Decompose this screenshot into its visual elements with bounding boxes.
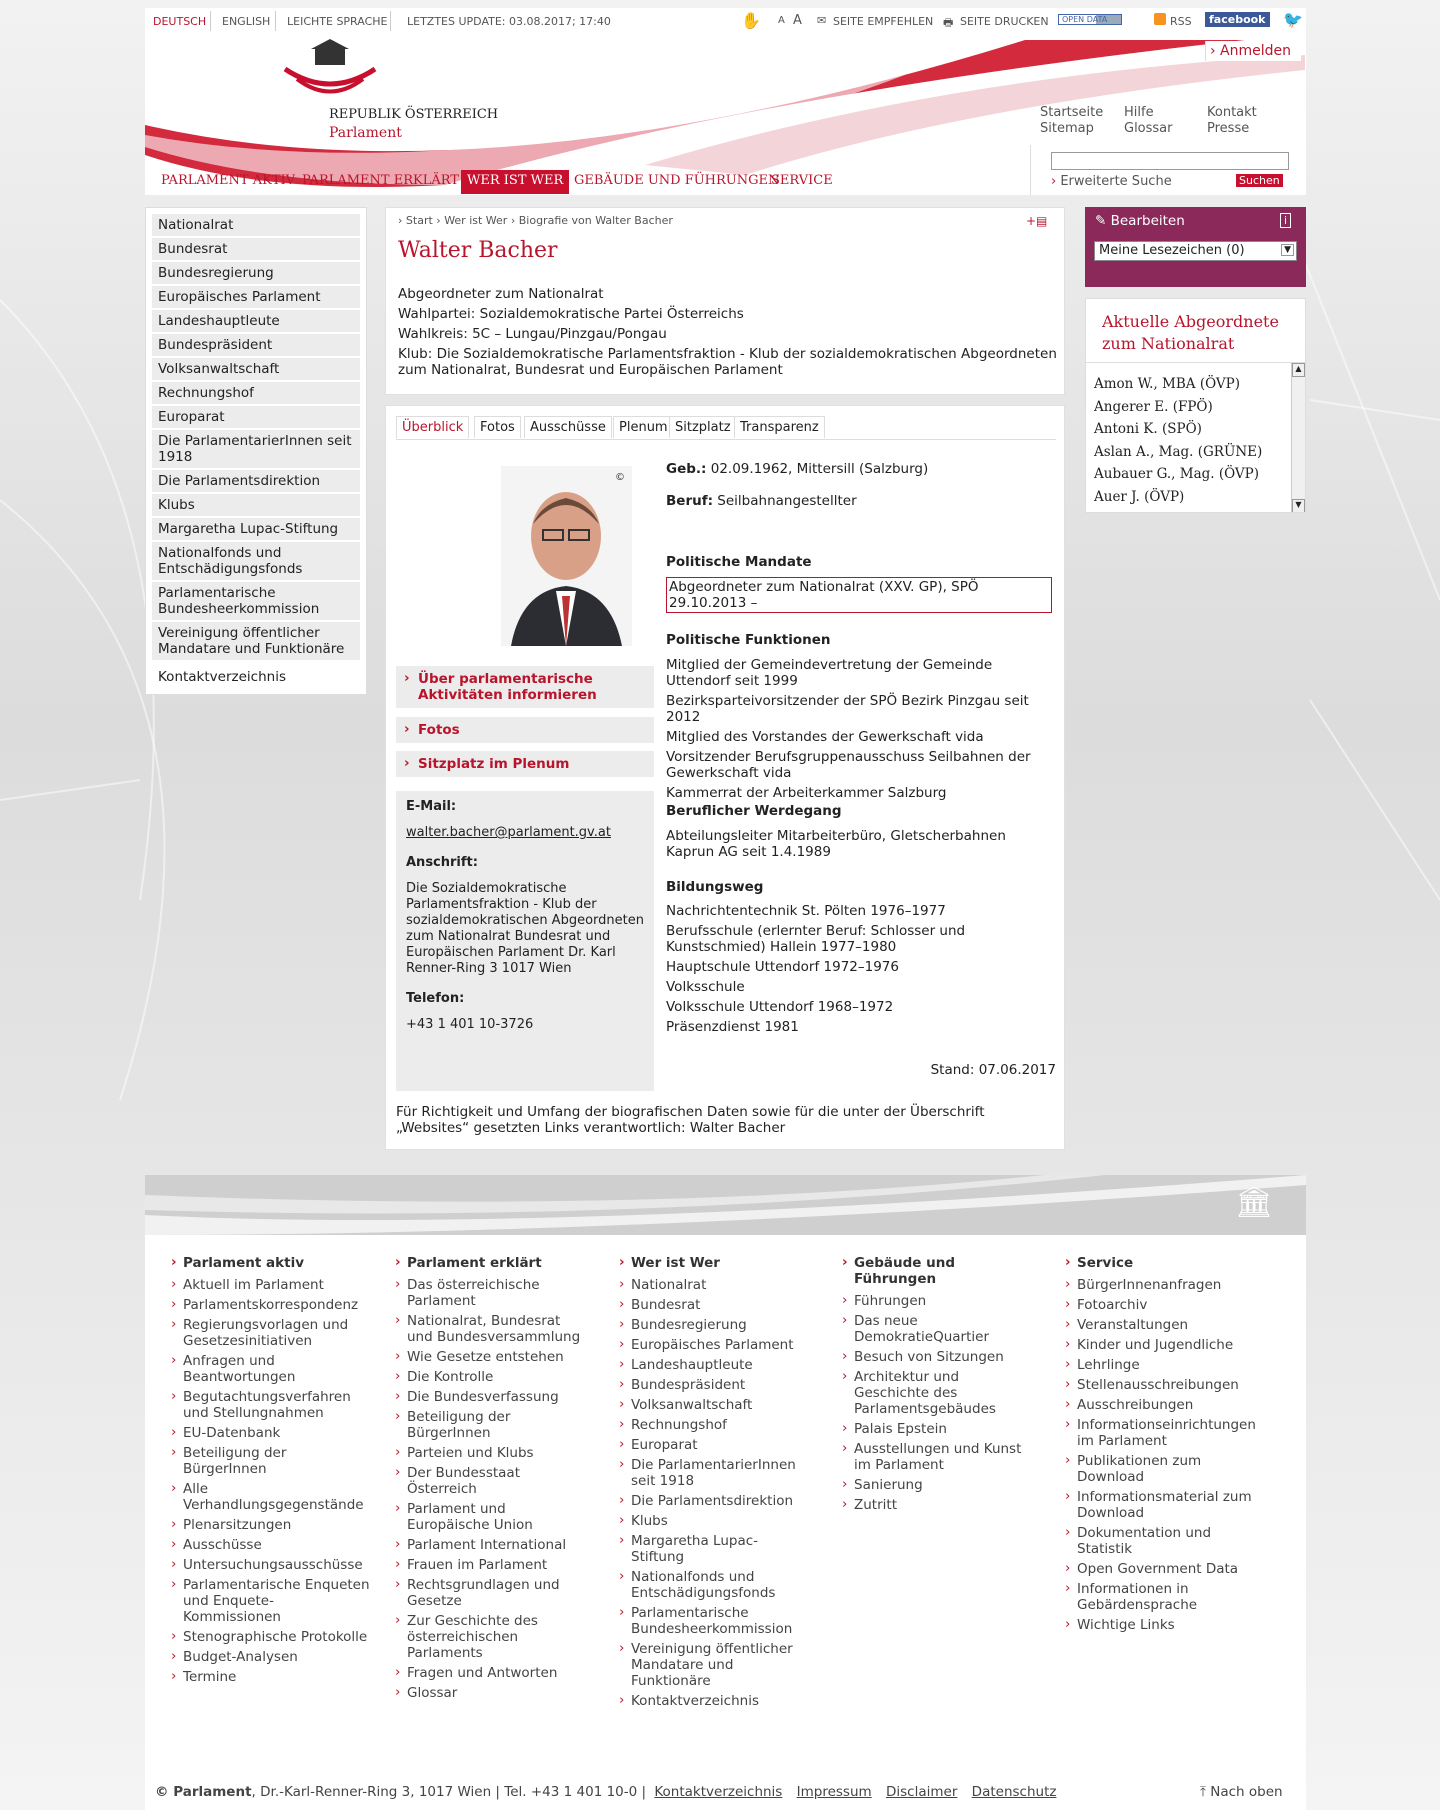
footer-col-service [1065,1255,1265,1637]
footer-link[interactable]: › Ausschreibungen [1065,1397,1265,1413]
footer-link-contacts[interactable]: Kontaktverzeichnis [654,1784,783,1800]
footer-link[interactable]: › Margaretha Lupac-Stiftung [619,1533,809,1565]
font-large-button[interactable]: A [793,13,802,28]
person-header-card [385,207,1065,395]
footer-link[interactable]: › Plenarsitzungen [171,1517,371,1533]
footer-link[interactable]: › Die ParlamentarierInnen seit 1918 [619,1457,809,1489]
republik-text: REPUBLIK ÖSTERREICH [329,107,499,122]
person-club: Klub: Die Sozialdemokratische Parlamentsfraktion - Klub der sozialdemokratischen Abgeordneten zum Nationalrat, Bundesrat und Europäischen Parlament [398,346,1057,378]
footer-link[interactable]: › Alle Verhandlungsgegenstände [171,1481,371,1513]
footer-link[interactable]: › Budget-Analysen [171,1649,371,1665]
leftnav-item[interactable]: Vereinigung öffentlicher Mandatare und Funktionäre [152,622,360,660]
footer-link[interactable]: › Sanierung [842,1477,1032,1493]
print-link[interactable]: SEITE DRUCKEN [960,15,1049,28]
link-sitzplatz[interactable]: › Sitzplatz im Plenum [396,751,654,777]
chevron-down-icon: ▼ [1281,244,1294,256]
copyright: © Parlament [155,1784,252,1800]
top-bar [145,8,1306,35]
leftnav-item[interactable]: Bundesrat [152,238,360,260]
footer-link[interactable]: › Lehrlinge [1065,1357,1265,1373]
footer-link[interactable]: › Publikationen zum Download [1065,1453,1265,1485]
tab-bar [396,416,1056,440]
footer-link[interactable]: › Der Bundesstaat Österreich [395,1465,585,1497]
recommend-link[interactable]: SEITE EMPFEHLEN [833,15,934,28]
leftnav-item[interactable]: Margaretha Lupac-Stiftung [152,518,360,540]
footer-bottom-bar [155,1784,1056,1800]
footer-link[interactable]: › Bundesrat [619,1297,809,1313]
search-button[interactable]: Suchen [1236,174,1283,187]
leftnav-item[interactable]: Parlamentarische Bundesheerkommission [152,582,360,620]
mandate-heading: Politische Mandate [666,554,812,570]
footer-link[interactable]: › Frauen im Parlament [395,1557,585,1573]
deputies-box [1085,298,1306,513]
footer-link[interactable]: › Klubs [619,1513,809,1529]
footer-col-aktiv [171,1255,371,1689]
education-heading: Bildungsweg [666,879,764,895]
footer-link[interactable]: › Kontaktverzeichnis [619,1693,809,1709]
birth-info: Geb.: 02.09.1962, Mittersill (Salzburg) [666,461,929,477]
deputy-item[interactable]: Aubauer G., Mag. (ÖVP) [1094,466,1260,482]
quicklink-contact[interactable]: Kontakt [1207,105,1257,120]
quicklink-glossary[interactable]: Glossar [1124,121,1173,136]
footer-link[interactable]: › Zutritt [842,1497,1032,1513]
deputy-item[interactable]: Antoni K. (SPÖ) [1094,421,1202,437]
footer-link[interactable]: › Besuch von Sitzungen [842,1349,1032,1365]
stand-date: Stand: 07.06.2017 [930,1062,1056,1078]
footer-link[interactable]: › Beteiligung der BürgerInnen [171,1445,371,1477]
footer-link[interactable]: › Nationalrat, Bundesrat und Bundesversammlung [395,1313,585,1345]
lang-de-link[interactable]: DEUTSCH [153,15,207,28]
education-item: Präsenzdienst 1981 [666,1019,799,1035]
svg-text:©: © [615,472,625,483]
footer-link[interactable]: › Bundesregierung [619,1317,809,1333]
footer-heading[interactable]: › Parlament aktiv [171,1255,371,1271]
footer-link[interactable]: › Nationalrat [619,1277,809,1293]
footer-link[interactable]: › Begutachtungsverfahren und Stellungnahmen [171,1389,371,1421]
footer-link[interactable]: › Parlament International [395,1537,585,1553]
edit-button[interactable]: ✎ Bearbeiten [1095,213,1185,229]
responsibility-note: Für Richtigkeit und Umfang der biografischen Daten sowie für die unter der Überschrift „Websites“ gesetzten Links verantwortlich: Walter Bacher [396,1104,985,1136]
leftnav-item[interactable]: Nationalrat [152,214,360,236]
envelope-icon: ✉ [817,14,827,27]
arrow-up-icon: ⤒ [1200,1784,1206,1800]
nav-gebaeude[interactable]: GEBÄUDE UND FÜHRUNGEN [574,173,780,188]
footer-link[interactable]: › Termine [171,1669,371,1685]
education-item: Hauptschule Uttendorf 1972–1976 [666,959,899,975]
footer-link[interactable]: › Bundespräsident [619,1377,809,1393]
footer-link[interactable]: › Zur Geschichte des österreichischen Parlaments [395,1613,585,1661]
printer-icon: 🖶 [943,16,954,29]
login-link[interactable]: › Anmelden [1205,41,1301,61]
footer-link[interactable]: › Anfragen und Beantwortungen [171,1353,371,1385]
footer-link[interactable]: › Das österreichische Parlament [395,1277,585,1309]
tab-sitzplatz[interactable]: Sitzplatz [669,416,737,438]
education-item: Volksschule [666,979,745,995]
footer-link[interactable]: › Parlament und Europäische Union [395,1501,585,1533]
breadcrumb-start[interactable]: Start [405,214,433,227]
footer-col-erklaert [395,1255,585,1705]
edit-box [1085,207,1306,287]
footer-link[interactable]: › Stenographische Protokolle [171,1629,371,1645]
left-navigation [145,207,367,695]
leftnav-item[interactable]: Landeshauptleute [152,310,360,332]
footer-col-wer [619,1255,809,1713]
person-name: Walter Bacher [398,238,558,263]
tab-ueberblick[interactable]: Überblick [396,416,469,438]
back-to-top-link[interactable]: ⤒ Nach oben [1200,1784,1283,1800]
person-party: Wahlpartei: Sozialdemokratische Partei Österreichs [398,306,744,322]
breadcrumb: › Start › Wer ist Wer › Biografie von Walter Bacher [398,214,673,227]
footer-heading[interactable]: › Service [1065,1255,1265,1271]
leftnav-item[interactable]: Europarat [152,406,360,428]
leftnav-item[interactable]: Volksanwaltschaft [152,358,360,380]
email-link[interactable]: walter.bacher@parlament.gv.at [406,825,611,840]
education-item: Volksschule Uttendorf 1968–1972 [666,999,894,1015]
leftnav-item[interactable]: Klubs [152,494,360,516]
function-item: Mitglied der Gemeindevertretung der Gemeinde Uttendorf seit 1999 [666,657,993,689]
education-item: Berufsschule (erlernter Beruf: Schlosser und Kunstschmied) Hallein 1977–1980 [666,923,966,955]
footer-link[interactable]: › Die Bundesverfassung [395,1389,585,1405]
person-detail-card [385,405,1065,1150]
nav-wer-ist-wer[interactable]: WER IST WER [461,170,569,194]
address-label: Anschrift: [406,855,478,870]
footer-link-impressum[interactable]: Impressum [796,1784,872,1800]
education-item: Nachrichtentechnik St. Pölten 1976–1977 [666,903,946,919]
search-input[interactable] [1051,152,1289,170]
footer-link[interactable]: › Informationsmaterial zum Download [1065,1489,1265,1521]
open-data-badge[interactable]: OPEN DATA [1058,14,1122,25]
leftnav-item[interactable]: Die Parlamentsdirektion [152,470,360,492]
footer-swoosh [145,1175,1306,1235]
job-info: Beruf: Seilbahnangestellter [666,493,857,509]
bookmark-add-icon[interactable]: +▤ [1026,214,1048,228]
footer-link[interactable]: › Beteiligung der BürgerInnen [395,1409,585,1441]
info-icon[interactable]: i [1280,213,1291,228]
tab-fotos[interactable]: Fotos [474,416,521,438]
deputy-item[interactable]: Amon W., MBA (ÖVP) [1094,376,1241,392]
deputy-item[interactable]: Auer J. (ÖVP) [1094,488,1185,505]
footer-heading[interactable]: › Wer ist Wer [619,1255,809,1271]
phone-text: +43 1 401 10-3726 [406,1017,534,1032]
facebook-link[interactable]: facebook [1205,12,1270,27]
footer-link-disclaimer[interactable]: Disclaimer [885,1784,958,1800]
search-area [1041,148,1297,190]
footer-link[interactable]: › Fragen und Antworten [395,1665,585,1681]
deputies-title: Aktuelle Abgeordnete zum Nationalrat [1102,312,1279,353]
function-item: Mitglied des Vorstandes der Gewerkschaft vida [666,729,984,745]
font-small-button[interactable]: A [778,15,785,26]
footer-link[interactable]: › Das neue DemokratieQuartier [842,1313,1032,1345]
link-activities[interactable]: › Über parlamentarische Aktivitäten informieren [396,666,654,708]
nav-service[interactable]: SERVICE [771,173,833,188]
nav-parlament-aktiv[interactable]: PARLAMENT AKTIV [161,173,296,188]
footer-link[interactable]: › BürgerInnenanfragen [1065,1277,1265,1293]
footer-link[interactable]: › Europäisches Parlament [619,1337,809,1353]
footer-parliament-icon: 🏛 [1235,1185,1274,1220]
footer-link-privacy[interactable]: Datenschutz [971,1784,1057,1800]
footer-heading[interactable]: › Parlament erklärt [395,1255,585,1271]
function-item: Vorsitzender Berufsgruppenausschuss Seilbahnen der Gewerkschaft vida [666,749,1031,781]
leftnav-item[interactable]: Bundesregierung [152,262,360,284]
footer-link[interactable]: › Rechnungshof [619,1417,809,1433]
footer-heading[interactable]: › Gebäude und Führungen [842,1255,1032,1287]
footer-link[interactable]: › Glossar [395,1685,585,1701]
link-fotos[interactable]: › Fotos [396,717,654,743]
twitter-icon[interactable]: 🐦 [1283,10,1303,29]
footer-col-gebaeude [842,1255,1032,1517]
tab-plenum[interactable]: Plenum [613,416,674,438]
sign-language-icon[interactable]: ✋ [741,11,761,30]
function-item: Bezirksparteivorsitzender der SPÖ Bezirk Pinzgau seit 2012 [666,693,1029,725]
quicklink-sitemap[interactable]: Sitemap [1040,121,1094,136]
leftnav-item[interactable]: Rechnungshof [152,382,360,404]
functions-heading: Politische Funktionen [666,632,831,648]
footer-link[interactable]: › Rechtsgrundlagen und Gesetze [395,1577,585,1609]
footer-link[interactable]: › Ausschüsse [171,1537,371,1553]
footer-link[interactable]: › Volksanwaltschaft [619,1397,809,1413]
footer-link[interactable]: › Führungen [842,1293,1032,1309]
footer-link[interactable]: › Wie Gesetze entstehen [395,1349,585,1365]
footer-address: , Dr.-Karl-Renner-Ring 3, 1017 Wien | Tel. +43 1 401 10-0 | [251,1784,647,1800]
leftnav-item[interactable]: Die ParlamentarierInnen seit 1918 [152,430,360,468]
rss-link[interactable]: RSS [1170,15,1192,28]
leftnav-item[interactable]: Europäisches Parlament [152,286,360,308]
deputies-list[interactable] [1086,362,1305,512]
advanced-search-link[interactable]: › Erweiterte Suche [1051,174,1172,189]
footer-link[interactable]: › Die Parlamentsdirektion [619,1493,809,1509]
tab-ausschuesse[interactable]: Ausschüsse [524,416,612,438]
footer-link[interactable]: › Stellenausschreibungen [1065,1377,1265,1393]
footer-link[interactable]: › Vereinigung öffentlicher Mandatare und Funktionäre [619,1641,809,1689]
footer-link[interactable]: › Landeshauptleute [619,1357,809,1373]
easy-language-link[interactable]: LEICHTE SPRACHE [287,15,388,28]
footer-link[interactable]: › Fotoarchiv [1065,1297,1265,1313]
footer-link[interactable]: › Informationen in Gebärdensprache [1065,1581,1265,1613]
deputies-scrollbar[interactable]: ▲ ▼ [1291,363,1305,512]
footer-link[interactable]: › Parteien und Klubs [395,1445,585,1461]
footer-link[interactable]: › Europarat [619,1437,809,1453]
pencil-icon: ✎ [1095,213,1107,229]
person-role: Abgeordneter zum Nationalrat [398,286,604,302]
tab-transparenz[interactable]: Transparenz [734,416,825,438]
footer-link[interactable]: › Parlamentskorrespondenz [171,1297,371,1313]
quicklink-start[interactable]: Startseite [1040,105,1104,120]
deputy-item[interactable]: Aslan A., Mag. (GRÜNE) [1094,443,1263,460]
footer-link[interactable]: › Dokumentation und Statistik [1065,1525,1265,1557]
lang-en-link[interactable]: ENGLISH [222,15,271,28]
footer-link[interactable]: › Nationalfonds und Entschädigungsfonds [619,1569,809,1601]
mandate-item: Abgeordneter zum Nationalrat (XXV. GP), SPÖ 29.10.2013 – [666,577,1052,613]
rss-icon [1154,13,1166,25]
parlament-text: Parlament [329,125,402,141]
phone-label: Telefon: [406,991,465,1006]
footer-link[interactable]: › Architektur und Geschichte des Parlamentsgebäudes [842,1369,1032,1417]
footer-link[interactable]: › Die Kontrolle [395,1369,585,1385]
career-heading: Beruflicher Werdegang [666,803,842,819]
address-text: Die Sozialdemokratische Parlamentsfraktion - Klub der sozialdemokratischen Abgeordneten zum Nationalrat Bundesrat und Europäischen Parlament Dr. Karl Renner-Ring 3 1017 Wien [406,881,644,976]
footer-link[interactable]: › Palais Epstein [842,1421,1032,1437]
footer-link[interactable]: › Wichtige Links [1065,1617,1265,1633]
quicklink-help[interactable]: Hilfe [1124,105,1154,120]
leftnav-item[interactable]: Kontaktverzeichnis [152,666,360,688]
footer-link[interactable]: › EU-Datenbank [171,1425,371,1441]
contact-box [396,791,654,1091]
footer-link[interactable]: › Aktuell im Parlament [171,1277,371,1293]
person-photo[interactable] [501,466,632,646]
function-item: Kammerrat der Arbeiterkammer Salzburg [666,785,947,801]
leftnav-item[interactable]: Nationalfonds und Entschädigungsfonds [152,542,360,580]
deputy-item[interactable]: Angerer E. (FPÖ) [1094,398,1213,415]
leftnav-item[interactable]: Bundespräsident [152,334,360,356]
footer-link[interactable]: › Kinder und Jugendliche [1065,1337,1265,1353]
quicklink-press[interactable]: Presse [1207,121,1250,136]
footer-link[interactable]: › Veranstaltungen [1065,1317,1265,1333]
parliament-logo[interactable] [275,39,385,99]
email-label: E-Mail: [406,799,457,814]
footer-link[interactable]: › Regierungsvorlagen und Gesetzesinitiativen [171,1317,371,1349]
footer-link[interactable]: › Parlamentarische Enqueten und Enquete-Kommissionen [171,1577,371,1625]
breadcrumb-bio: Biografie von Walter Bacher [518,214,673,227]
footer-link[interactable]: › Informationseinrichtungen im Parlament [1065,1417,1265,1449]
footer-link[interactable]: › Parlamentarische Bundesheerkommission [619,1605,809,1637]
footer-link[interactable]: › Ausstellungen und Kunst im Parlament [842,1441,1032,1473]
bookmarks-select[interactable]: Meine Lesezeichen (0) ▼ [1094,241,1297,261]
breadcrumb-wer[interactable]: Wer ist Wer [444,214,508,227]
person-district: Wahlkreis: 5C – Lungau/Pinzgau/Pongau [398,326,667,342]
footer-link[interactable]: › Untersuchungsausschüsse [171,1557,371,1573]
last-update-text: LETZTES UPDATE: 03.08.2017; 17:40 [407,15,611,28]
career-item: Abteilungsleiter Mitarbeiterbüro, Gletscherbahnen Kaprun AG seit 1.4.1989 [666,828,1006,860]
nav-parlament-erklaert[interactable]: PARLAMENT ERKLÄRT [302,173,459,188]
footer-link[interactable]: › Open Government Data [1065,1561,1265,1577]
